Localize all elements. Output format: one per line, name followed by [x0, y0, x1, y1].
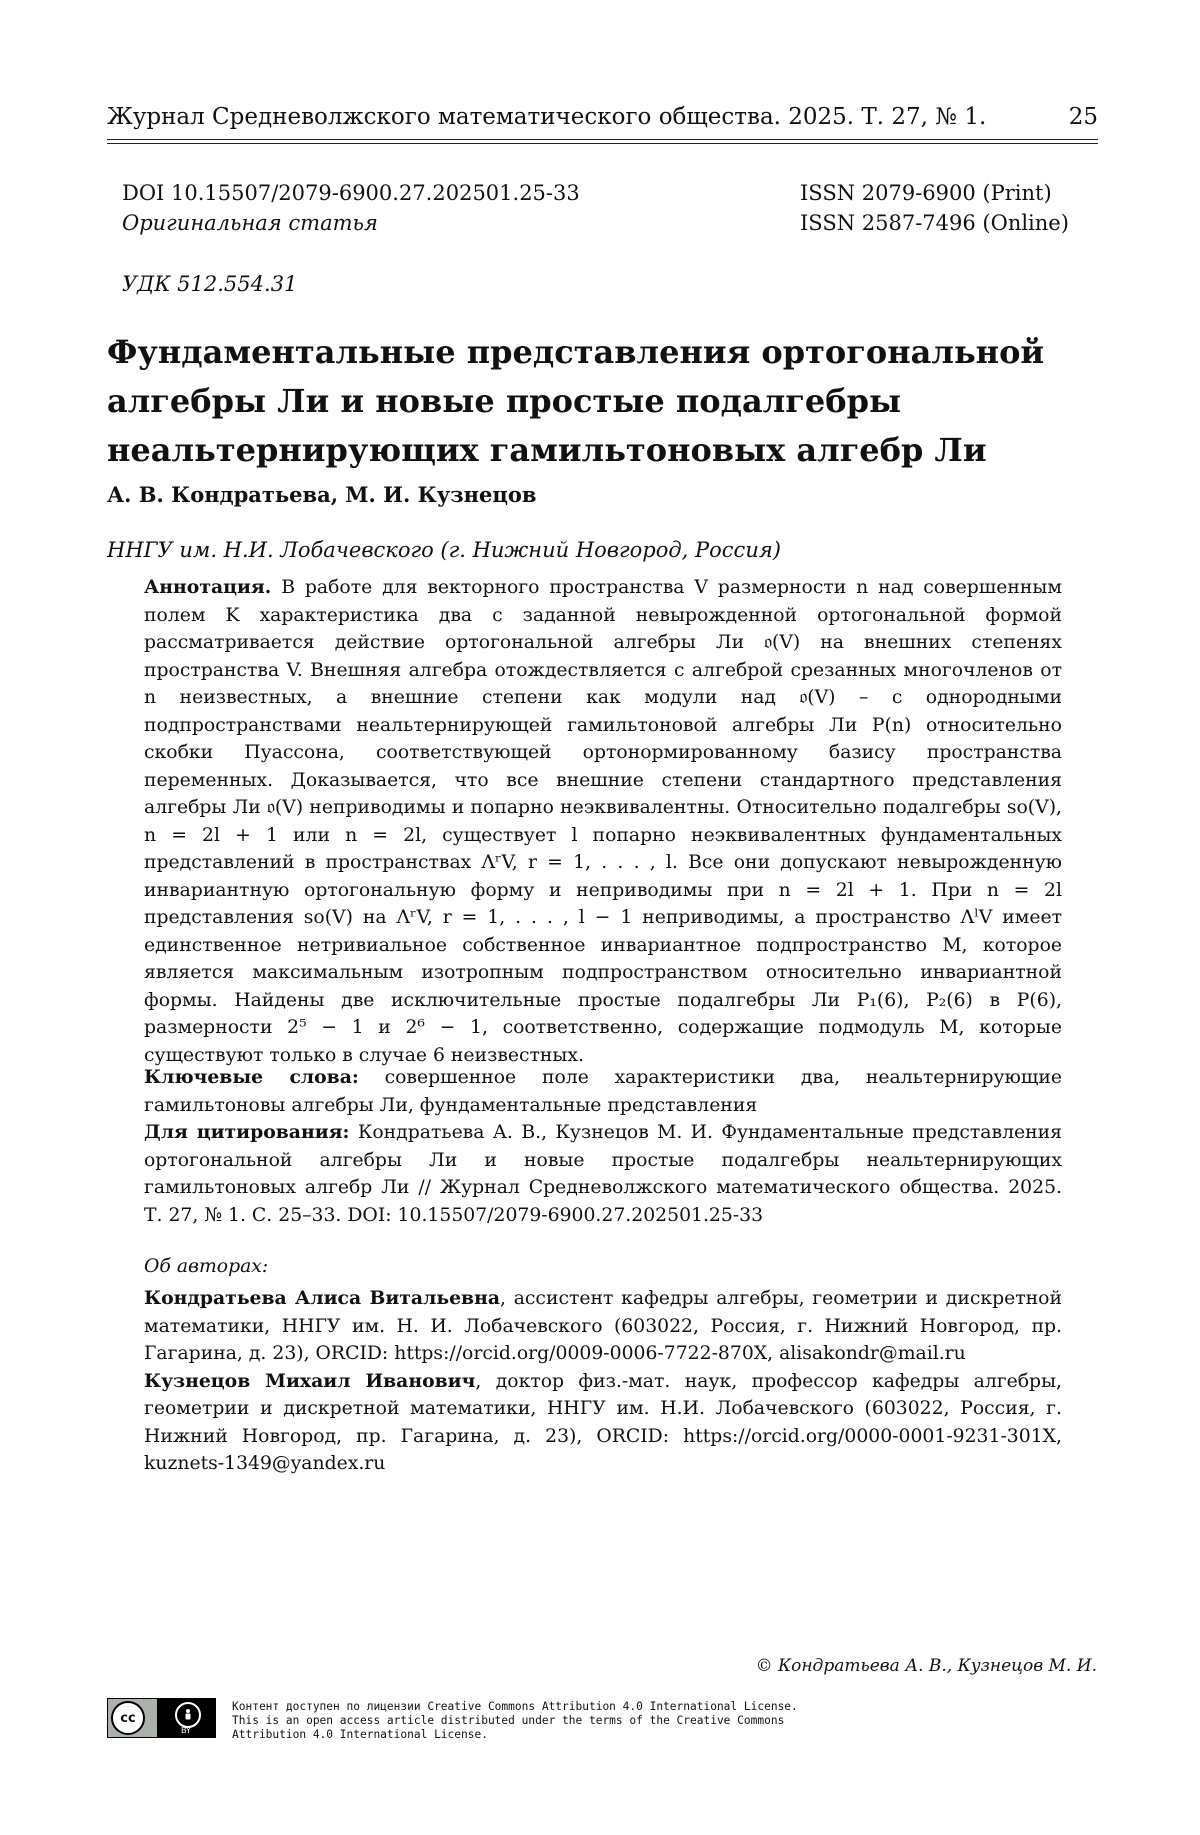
abstract-label: Аннотация. — [144, 576, 272, 598]
keywords — [144, 1064, 1062, 1119]
journal-name: Журнал Средневолжского математического общества. 2025. Т. 27, № 1. — [107, 104, 987, 130]
author2-name: Кузнецов Михаил Иванович — [144, 1369, 476, 1392]
title-line: Фундаментальные представления ортогональной — [107, 333, 1045, 371]
keywords-text: совершенное поле характеристики два, неальтернирующие гамильтоновы алгебры Ли, фундаментальные представления — [144, 1067, 1062, 1116]
author1-name: Кондратьева Алиса Витальевна — [144, 1287, 500, 1309]
license-text — [232, 1700, 1052, 1742]
page-number: 25 — [1068, 104, 1098, 130]
udc-code: УДК 512.554.31 — [122, 272, 298, 296]
person-icon-shape — [181, 1708, 195, 1722]
keywords-label: Ключевые слова: — [144, 1066, 359, 1088]
about-authors — [144, 1285, 1062, 1478]
article-title — [107, 328, 1097, 475]
copyright: © Кондратьева А. В., Кузнецов М. И. — [755, 1656, 1097, 1676]
abstract-text: В работе для векторного пространства V размерности n над совершенным полем K характеристика два с заданной невырожденной ортогональной формой рассматривается действие ортогональной алгебры Ли 𝔬(V) на внешних степенях пространства V. Внешняя алгебра отождествляется с алгеброй срезанных многочленов от n неизвестных, а внешние степени как модули над 𝔬(V) – с однородными подпространствами неальтернирующей гамильтоновой алгебры Ли P(n) относительно скобки Пуассона, соответствующей ортонормированному базису пространства переменных. Доказывается, что все внешние степени стандартного представления алгебры Ли 𝔬(V) неприводимы и попарно неэквивалентны. Относительно подалгебры so(V), n = 2l + 1 или n = 2l, существует l попарно неэквивалентных фундаментальных представлений в пространствах ΛʳV, r = 1, . . . , l. Все они допускают невырожденную инвариантную ортогональную форму и неприводимы при n = 2l + 1. При n = 2l представления so(V) на ΛʳV, r = 1, . . . , l − 1 неприводимы, а пространство ΛˡV имеет единственное нетривиальное собственное инвариантное подпространство M, которое является максимальным изотропным подпространством относительно инвариантной формы. Найдены две исключительные простые подалгебры Ли P₁(6), P₂(6) в P(6), размерности 2⁵ − 1 и 2⁶ − 1, соответственно, содержащие подмодуль M, которые существуют только в случае 6 неизвестных. — [144, 577, 1062, 1066]
meta-left — [122, 178, 580, 238]
issn-online: ISSN 2587-7496 (Online) — [800, 211, 1069, 235]
author1-details: , ассистент кафедры алгебры, геометрии и дискретной математики, ННГУ им. Н. И. Лобачевского (603022, Россия, г. Нижний Новгород, пр. Гагарина, д. 23), ORCID: https://orcid.org/0009-0006-7722-870X, alisakondr@mail.ru — [144, 1288, 1062, 1364]
header-rule-top — [107, 139, 1098, 140]
person-icon — [175, 1702, 201, 1728]
by-panel — [157, 1699, 215, 1737]
license-line: This is an open access article distributed under the terms of the Creative Commons — [232, 1714, 785, 1727]
issn-print: ISSN 2079-6900 (Print) — [800, 181, 1052, 205]
citation-label: Для цитирования: — [144, 1121, 350, 1143]
author2-details: , доктор физ.-мат. наук, профессор кафедры алгебры, геометрии и дискретной математики, ННГУ им. Н.И. Лобачевского (603022, Россия, г. Нижний Новгород, пр. Гагарина, д. 23), ORCID: https://orcid.org/0000-0001-9231-301X, kuznets-1349@yandex.ru — [144, 1370, 1062, 1474]
cc-icon: cc — [111, 1701, 145, 1735]
title-line: неальтернирующих гамильтоновых алгебр Ли — [107, 431, 987, 469]
meta-right — [800, 178, 1069, 238]
title-line: алгебры Ли и новые простые подалгебры — [107, 382, 902, 420]
about-authors-label: Об авторах: — [144, 1256, 269, 1277]
header-rule-bottom — [107, 143, 1098, 144]
article-type: Оригинальная статья — [122, 211, 378, 235]
license-line: Attribution 4.0 International License. — [232, 1728, 488, 1741]
cc-by-license-badge[interactable] — [107, 1698, 216, 1738]
running-head — [107, 104, 1098, 130]
citation — [144, 1119, 1062, 1229]
citation-text: Кондратьева А. В., Кузнецов М. И. Фундаментальные представления ортогональной алгебры Ли и новые простые подалгебры неальтернирующих гамильтоновых алгебр Ли // Журнал Средневолжского математического общества. 2025. Т. 27, № 1. С. 25–33. DOI: 10.15507/2079-6900.27.202501.25-33 — [144, 1122, 1063, 1226]
by-label: BY — [181, 1726, 191, 1735]
authors: А. В. Кондратьева, М. И. Кузнецов — [107, 482, 537, 507]
abstract — [144, 574, 1062, 1069]
doi: DOI 10.15507/2079-6900.27.202501.25-33 — [122, 181, 580, 205]
license-line: Контент доступен по лицензии Creative Commons Attribution 4.0 International License. — [232, 1700, 798, 1713]
affiliation: ННГУ им. Н.И. Лобачевского (г. Нижний Новгород, Россия) — [107, 538, 781, 562]
